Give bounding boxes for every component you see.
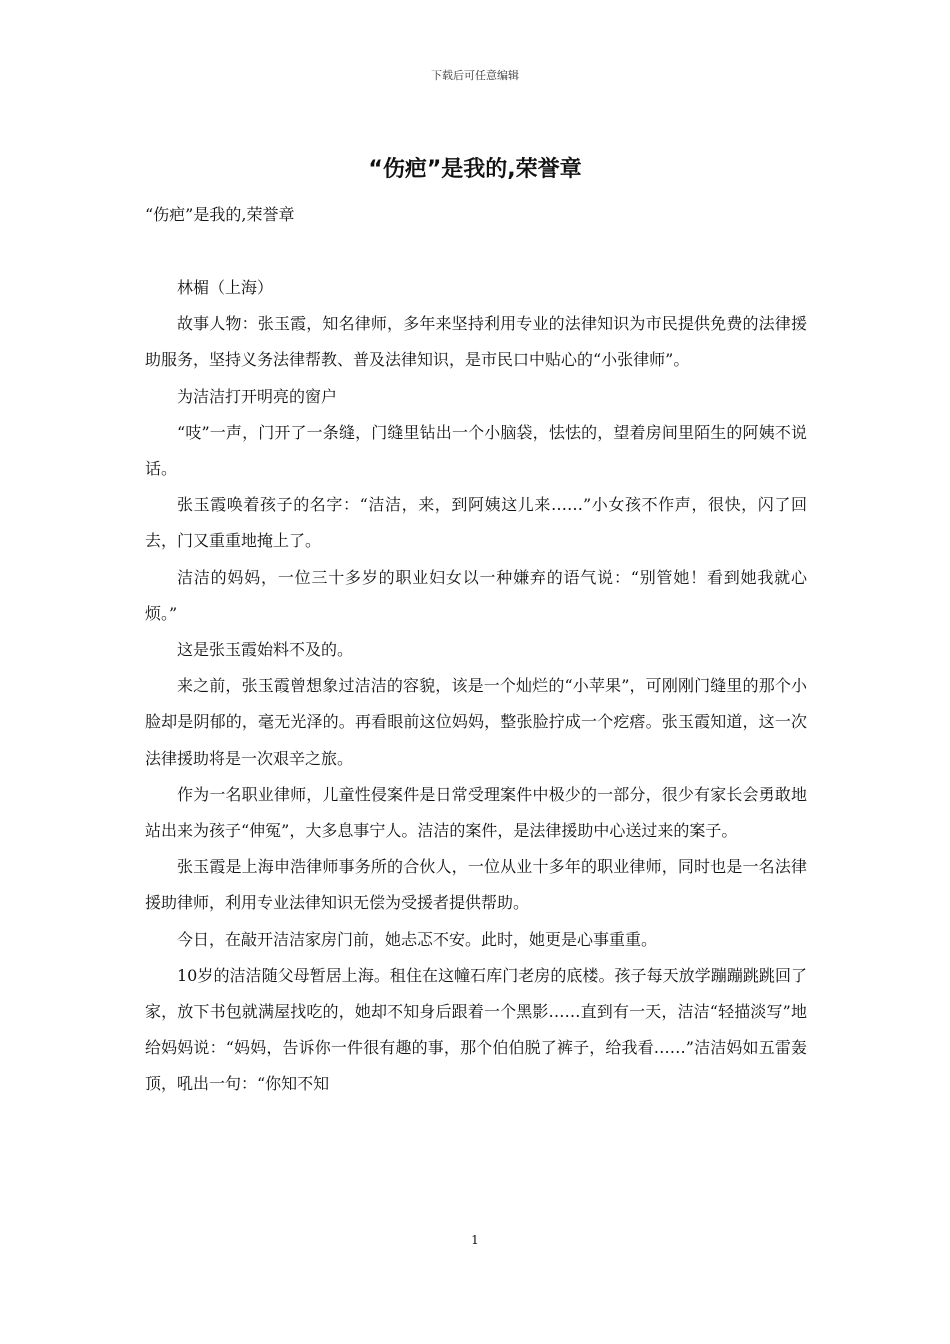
- paragraph: 为洁洁打开明亮的窗户: [177, 386, 338, 406]
- page-number: 1: [471, 1233, 479, 1247]
- page-header: 下载后可任意编辑: [431, 69, 519, 82]
- paragraph: 这是张玉霞始料不及的。: [177, 640, 354, 660]
- paragraph: 来之前，张玉霞曾想象过洁洁的容貌，该是一个灿烂的“小苹果”，可刚刚门缝里的那个小脸却是阴郁的，毫无光泽的。再看眼前这位妈妈，整张脸拧成一个疙瘩。张玉霞知道，这一次法律援助将是一次艰辛之旅。: [145, 676, 807, 768]
- paragraph: 张玉霞是上海申浩律师事务所的合伙人，一位从业十多年的职业律师，同时也是一名法律援助律师，利用专业法律知识无偿为受援者提供帮助。: [145, 857, 807, 913]
- document-body: [145, 270, 807, 1103]
- paragraph: 洁洁的妈妈，一位三十多岁的职业妇女以一种嫌弃的语气说：“别管她！看到她我就心烦。”: [145, 567, 807, 623]
- paragraph: 故事人物：张玉霞，知名律师，多年来坚持利用专业的法律知识为市民提供免费的法律援助服务，坚持义务法律帮教、普及法律知识，是市民口中贴心的“小张律师”。: [145, 314, 807, 370]
- paragraph: 10岁的洁洁随父母暂居上海。租住在这幢石库门老房的底楼。孩子每天放学蹦蹦跳跳回了家，放下书包就满屋找吃的，她却不知身后跟着一个黑影……直到有一天，洁洁“轻描淡写”地给妈妈说：“妈妈，告诉你一件很有趣的事，那个伯伯脱了裤子，给我看……”洁洁妈如五雷轰顶，吼出一句：“你知不知: [145, 965, 807, 1094]
- document-subtitle: “伤疤”是我的,荣誉章: [145, 205, 295, 224]
- paragraph: 作为一名职业律师，儿童性侵案件是日常受理案件中极少的一部分，很少有家长会勇敢地站出来为孩子“伸冤”，大多息事宁人。洁洁的案件，是法律援助中心送过来的案子。: [145, 784, 807, 841]
- paragraph: “吱”一声，门开了一条缝，门缝里钻出一个小脑袋，怯怯的，望着房间里陌生的阿姨不说话。: [145, 422, 807, 479]
- paragraph: 今日，在敲开洁洁家房门前，她忐忑不安。此时，她更是心事重重。: [177, 929, 658, 949]
- paragraph: 林楣（上海）: [177, 278, 274, 297]
- paragraph: 张玉霞唤着孩子的名字：“洁洁，来，到阿姨这儿来……”小女孩不作声，很快，闪了回去，门又重重地掩上了。: [145, 495, 807, 551]
- document-title: “伤疤”是我的,荣誉章: [368, 157, 582, 182]
